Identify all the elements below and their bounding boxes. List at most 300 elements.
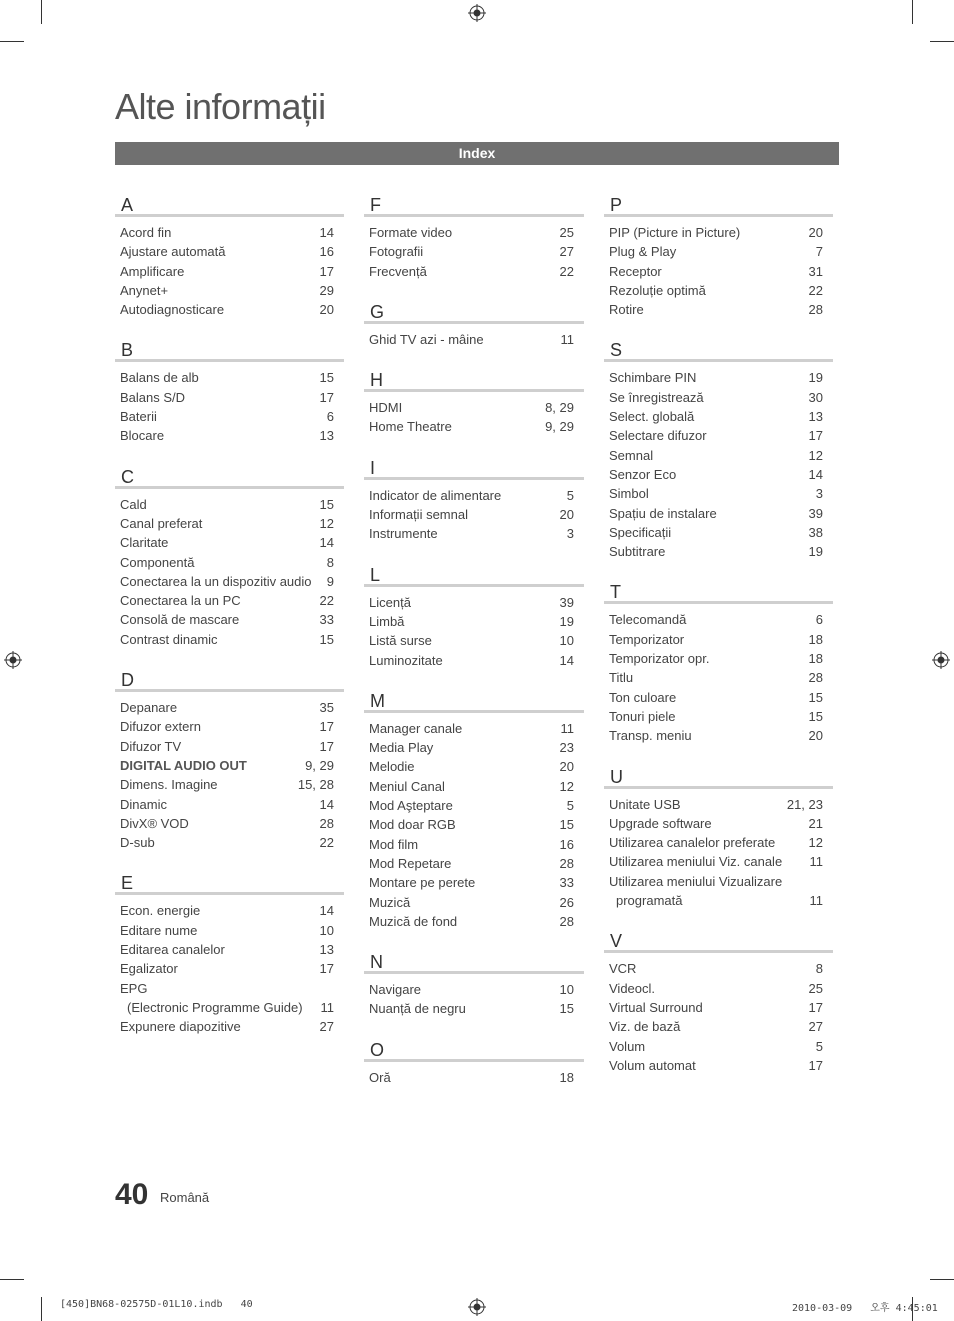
index-page-ref: 19	[808, 370, 823, 386]
index-term-text: Tonuri piele	[609, 708, 676, 724]
index-term	[609, 795, 681, 814]
index-page-ref: 25	[559, 225, 574, 240]
index-entry	[604, 1017, 833, 1036]
index-section	[604, 333, 833, 561]
index-entry	[115, 833, 344, 852]
index-entry	[115, 814, 344, 833]
index-term	[369, 873, 475, 892]
index-term-text: D-sub	[120, 835, 155, 851]
index-page-ref: 5	[566, 798, 574, 814]
index-section	[604, 760, 833, 911]
index-term	[369, 651, 443, 670]
index-page-ref: 12	[559, 778, 574, 794]
index-page-ref: 33	[319, 612, 334, 628]
index-entry	[604, 242, 833, 261]
index-term-text: Componentă	[120, 554, 195, 570]
index-term	[120, 368, 199, 387]
index-page-ref: 20	[559, 507, 574, 523]
index-page-ref: 9, 29	[545, 419, 574, 435]
index-term	[609, 979, 655, 998]
index-page-ref: 15	[808, 689, 823, 705]
index-page-ref: 9	[326, 573, 334, 589]
index-entry	[604, 668, 833, 687]
index-page-ref: 17	[808, 428, 823, 444]
index-term	[609, 523, 671, 542]
index-term-text: Ajustare automată	[120, 244, 226, 260]
index-page-ref: 6	[326, 409, 334, 425]
index-term	[120, 630, 218, 649]
index-term	[609, 649, 709, 668]
index-term-text: Depanare	[120, 700, 178, 716]
index-term	[369, 223, 452, 242]
index-term-text: Difuzor TV	[120, 738, 182, 754]
index-term	[120, 300, 224, 319]
index-page-ref: 12	[808, 835, 823, 851]
index-page-ref: 14	[319, 225, 334, 240]
index-entry	[604, 281, 833, 300]
index-term	[120, 940, 225, 959]
index-term	[609, 281, 706, 300]
index-term	[369, 398, 402, 417]
index-section	[604, 575, 833, 745]
index-page-ref: 28	[319, 815, 334, 831]
page-number: 40	[115, 1178, 149, 1211]
index-entry	[604, 484, 833, 503]
index-page-ref: 35	[319, 700, 334, 716]
index-term	[120, 533, 168, 552]
index-page-ref: 15	[559, 817, 574, 833]
index-page-ref: 16	[559, 836, 574, 852]
index-term-text: Temporizator	[609, 631, 685, 647]
index-term-text: Muzică	[369, 894, 411, 910]
index-term	[369, 1068, 391, 1087]
index-entry	[364, 777, 584, 796]
index-term	[609, 300, 644, 319]
index-term	[609, 388, 704, 407]
index-section	[364, 363, 584, 437]
index-letter-heading: E	[115, 866, 344, 895]
index-entry	[364, 505, 584, 524]
index-term-text: Simbol	[609, 486, 649, 502]
index-page-ref: 11	[560, 331, 574, 347]
index-entry	[364, 999, 584, 1018]
index-term-text: Editarea canalelor	[120, 942, 225, 958]
index-term	[120, 591, 241, 610]
index-entry	[604, 852, 833, 871]
index-term	[369, 486, 501, 505]
index-term-continuation: (Electronic Programme Guide)	[127, 999, 303, 1015]
index-page-ref: 11	[320, 999, 334, 1015]
index-term-text: Indicator de alimentare	[369, 487, 502, 503]
index-term-text: Expunere diapozitive	[120, 1019, 241, 1035]
index-entry	[364, 854, 584, 873]
index-term	[609, 407, 694, 426]
index-page-ref: 8	[815, 961, 823, 977]
index-page-ref: 15, 28	[297, 777, 334, 793]
index-term	[120, 572, 312, 591]
index-term	[369, 631, 432, 650]
index-page-ref: 20	[559, 759, 574, 775]
index-entry	[364, 873, 584, 892]
index-term	[609, 262, 662, 281]
index-page-ref: 28	[808, 302, 823, 318]
index-section	[364, 684, 584, 931]
index-term	[120, 262, 184, 281]
index-term	[609, 852, 782, 871]
crop-mark	[0, 1279, 24, 1280]
index-entry	[604, 223, 833, 242]
index-term-text: Titlu	[609, 670, 634, 686]
index-term	[369, 796, 453, 815]
index-page-ref: 9, 29	[305, 757, 334, 773]
index-term	[369, 815, 456, 834]
index-term-text: Dimens. Imagine	[120, 777, 218, 793]
index-entry	[364, 980, 584, 999]
index-page-ref: 20	[319, 302, 334, 318]
index-entry	[604, 959, 833, 978]
index-letter-heading: G	[364, 295, 584, 324]
index-term-text: Conectarea la un PC	[120, 593, 241, 609]
crop-mark	[41, 1297, 42, 1321]
index-page-ref: 22	[319, 835, 334, 851]
index-term-text: Contrast dinamic	[120, 631, 218, 647]
index-page-ref: 14	[559, 652, 574, 668]
index-term	[120, 737, 181, 756]
index-page-ref: 18	[559, 1069, 574, 1085]
index-term	[120, 698, 177, 717]
index-term-text: Selectare difuzor	[609, 428, 707, 444]
index-page-ref: 39	[808, 505, 823, 521]
index-term-text: DivX® VOD	[120, 815, 189, 831]
index-page-ref: 13	[808, 409, 823, 425]
index-term-text: Mod doar RGB	[369, 817, 456, 833]
index-term	[369, 330, 484, 349]
index-term-text: VCR	[609, 961, 637, 977]
index-term-text: Melodie	[369, 759, 415, 775]
index-page-ref: 10	[559, 982, 574, 998]
index-entry	[604, 726, 833, 745]
index-entry	[115, 630, 344, 649]
index-term	[369, 242, 423, 261]
index-entry	[115, 591, 344, 610]
index-term-text: Limbă	[369, 613, 405, 629]
index-term-text: Manager canale	[369, 720, 463, 736]
index-column-1	[115, 188, 344, 1051]
index-page-ref: 15	[808, 708, 823, 724]
index-term	[609, 707, 676, 726]
index-term	[120, 833, 155, 852]
index-term	[369, 262, 427, 281]
index-page-ref: 15	[319, 370, 334, 386]
index-page-ref: 10	[319, 922, 334, 938]
crop-mark	[930, 1279, 954, 1280]
index-term-text: Difuzor extern	[120, 719, 201, 735]
index-term	[369, 505, 468, 524]
index-page-ref: 21, 23	[786, 796, 823, 812]
crop-mark	[0, 41, 24, 42]
index-entry	[115, 262, 344, 281]
index-section	[364, 451, 584, 544]
index-section-bar: Index	[115, 142, 839, 165]
index-term	[609, 688, 676, 707]
index-term-text: Informații semnal	[369, 507, 468, 523]
index-term	[609, 1037, 645, 1056]
index-term-text: Egalizator	[120, 961, 178, 977]
index-entry	[604, 795, 833, 814]
index-term	[609, 465, 676, 484]
index-page-ref: 7	[815, 244, 823, 260]
index-term	[609, 542, 665, 561]
index-term	[120, 795, 167, 814]
index-term	[609, 726, 692, 745]
index-term	[369, 417, 452, 436]
index-term	[609, 242, 676, 261]
index-entry	[604, 426, 833, 445]
index-entry	[604, 446, 833, 465]
index-entry	[364, 262, 584, 281]
index-term-text: Telecomandă	[609, 612, 687, 628]
index-entry	[364, 893, 584, 912]
index-term	[369, 999, 466, 1018]
index-term-text: Temporizator opr.	[609, 651, 710, 667]
index-entry	[115, 533, 344, 552]
index-page-ref: 27	[808, 1019, 823, 1035]
index-term	[609, 959, 636, 978]
index-term-text: Utilizarea meniului Viz. canale	[609, 854, 783, 870]
index-term	[609, 610, 686, 629]
index-page-ref: 25	[808, 980, 823, 996]
index-entry	[115, 407, 344, 426]
index-entry	[364, 486, 584, 505]
index-term	[369, 593, 411, 612]
index-entry	[364, 330, 584, 349]
index-term-text: Consolă de mascare	[120, 612, 240, 628]
index-term-text: HDMI	[369, 400, 403, 416]
index-term-text: DIGITAL AUDIO OUT	[120, 757, 247, 773]
index-entry	[115, 514, 344, 533]
index-entry	[115, 959, 344, 978]
index-term	[369, 893, 410, 912]
index-section	[115, 333, 344, 445]
index-page-ref: 17	[319, 389, 334, 405]
index-section	[364, 188, 584, 281]
index-letter-heading: V	[604, 924, 833, 953]
index-letter-heading: C	[115, 460, 344, 489]
index-entry	[604, 523, 833, 542]
index-term-text: Claritate	[120, 535, 169, 551]
index-page-ref: 20	[808, 728, 823, 744]
index-entry	[604, 630, 833, 649]
index-entry	[604, 262, 833, 281]
index-term	[120, 901, 200, 920]
index-page-ref: 28	[808, 670, 823, 686]
index-page-ref: 14	[808, 466, 823, 482]
index-term	[609, 1017, 680, 1036]
index-section	[115, 663, 344, 852]
index-entry	[364, 815, 584, 834]
index-page-ref: 5	[815, 1038, 823, 1054]
index-letter-heading: A	[115, 188, 344, 217]
index-page-ref: 38	[808, 524, 823, 540]
index-section	[115, 460, 344, 649]
index-page-ref: 20	[808, 225, 823, 240]
index-entry	[364, 223, 584, 242]
index-entry	[604, 688, 833, 707]
index-term	[120, 407, 157, 426]
index-term-text: Nuanță de negru	[369, 1001, 466, 1017]
index-entry	[364, 593, 584, 612]
index-entry	[364, 835, 584, 854]
index-term-text: Autodiagnosticare	[120, 302, 225, 318]
index-section	[604, 188, 833, 319]
index-section	[364, 945, 584, 1019]
index-term-text: Rezoluție optimă	[609, 282, 706, 298]
index-term-text: Acord fin	[120, 225, 172, 240]
index-term	[609, 1056, 696, 1075]
index-term-text: Subtitrare	[609, 544, 666, 560]
index-letter-heading: T	[604, 575, 833, 604]
index-term	[120, 242, 226, 261]
index-term-text: Editare nume	[120, 922, 198, 938]
index-page-ref: 14	[319, 535, 334, 551]
index-term-text: Formate video	[369, 225, 453, 240]
index-term	[120, 426, 164, 445]
index-entry	[604, 1056, 833, 1075]
index-term-text: Econ. energie	[120, 903, 201, 919]
index-term	[120, 979, 303, 1018]
index-page-ref: 14	[319, 903, 334, 919]
index-entry	[115, 495, 344, 514]
index-entry	[604, 872, 833, 911]
index-term-text: Schimbare PIN	[609, 370, 697, 386]
index-term-text: Utilizarea canalelor preferate	[609, 835, 776, 851]
index-page-ref: 17	[319, 738, 334, 754]
crop-mark	[912, 0, 913, 24]
index-term-text: Conectarea la un dispozitiv audio	[120, 573, 312, 589]
index-page-ref: 8	[326, 554, 334, 570]
index-entry	[115, 979, 344, 1018]
index-term-text: Home Theatre	[369, 419, 452, 435]
registration-mark-icon	[932, 651, 950, 669]
index-term-text: Ton culoare	[609, 689, 677, 705]
index-entry	[604, 504, 833, 523]
index-entry	[604, 542, 833, 561]
index-term-text: Plug & Play	[609, 244, 677, 260]
index-entry	[604, 998, 833, 1017]
index-page-ref: 39	[559, 594, 574, 610]
index-page-ref: 8, 29	[545, 400, 574, 416]
index-entry	[115, 717, 344, 736]
index-page-ref: 21	[808, 815, 823, 831]
index-term	[120, 223, 171, 242]
index-page-ref: 12	[808, 447, 823, 463]
index-page-ref: 18	[808, 631, 823, 647]
index-column-2	[364, 188, 584, 1101]
index-entry	[115, 1017, 344, 1036]
index-entry	[115, 698, 344, 717]
index-term-text: Meniul Canal	[369, 778, 445, 794]
index-term-text: Anynet+	[120, 282, 169, 298]
index-entry	[115, 300, 344, 319]
registration-mark-icon	[468, 4, 486, 22]
index-letter-heading: I	[364, 451, 584, 480]
index-page-ref: 27	[319, 1019, 334, 1035]
index-page-ref: 22	[559, 263, 574, 279]
index-entry	[115, 756, 344, 775]
index-term	[120, 514, 202, 533]
registration-mark-icon	[4, 651, 22, 669]
index-page-ref: 3	[815, 486, 823, 502]
index-letter-heading: N	[364, 945, 584, 974]
index-term-text: Receptor	[609, 263, 662, 279]
index-term	[609, 223, 740, 242]
index-term-text: Mod Repetare	[369, 855, 452, 871]
index-page-ref: 22	[808, 282, 823, 298]
index-entry	[604, 649, 833, 668]
index-entry	[115, 426, 344, 445]
index-page-ref: 13	[319, 428, 334, 444]
index-letter-heading: O	[364, 1033, 584, 1062]
index-entry	[364, 738, 584, 757]
index-letter-heading: D	[115, 663, 344, 692]
index-entry	[364, 1068, 584, 1087]
index-page-ref: 17	[319, 961, 334, 977]
index-page-ref: 27	[559, 244, 574, 260]
index-term	[369, 777, 445, 796]
index-letter-heading: P	[604, 188, 833, 217]
index-term	[369, 738, 433, 757]
index-term-text: Ghid TV azi - mâine	[369, 331, 484, 347]
index-term	[120, 717, 201, 736]
index-section	[364, 1033, 584, 1087]
index-term-text: Blocare	[120, 428, 165, 444]
index-term	[609, 668, 633, 687]
index-page-ref: 15	[319, 631, 334, 647]
index-entry	[115, 737, 344, 756]
index-page-ref: 18	[808, 651, 823, 667]
index-term	[120, 495, 147, 514]
index-entry	[604, 707, 833, 726]
index-entry	[604, 814, 833, 833]
index-term-text: Instrumente	[369, 526, 438, 542]
index-term-text: Senzor Eco	[609, 466, 677, 482]
index-page-ref: 10	[559, 633, 574, 649]
index-page-ref: 13	[319, 942, 334, 958]
index-entry	[604, 465, 833, 484]
crop-mark	[41, 0, 42, 24]
index-section	[115, 866, 344, 1036]
index-term	[369, 757, 415, 776]
index-term	[369, 835, 418, 854]
index-term	[609, 833, 775, 852]
index-entry	[115, 572, 344, 591]
index-term	[120, 756, 247, 775]
index-letter-heading: U	[604, 760, 833, 789]
index-term-text: Virtual Surround	[609, 999, 703, 1015]
index-letter-heading: H	[364, 363, 584, 392]
index-term-text: Volum automat	[609, 1057, 696, 1073]
index-entry	[115, 388, 344, 407]
index-section	[364, 558, 584, 670]
index-page-ref: 19	[808, 544, 823, 560]
index-entry	[115, 368, 344, 387]
index-entry	[115, 223, 344, 242]
index-term	[369, 524, 438, 543]
index-letter-heading: S	[604, 333, 833, 362]
index-term	[369, 854, 451, 873]
index-page-ref: 26	[559, 894, 574, 910]
index-entry	[115, 281, 344, 300]
